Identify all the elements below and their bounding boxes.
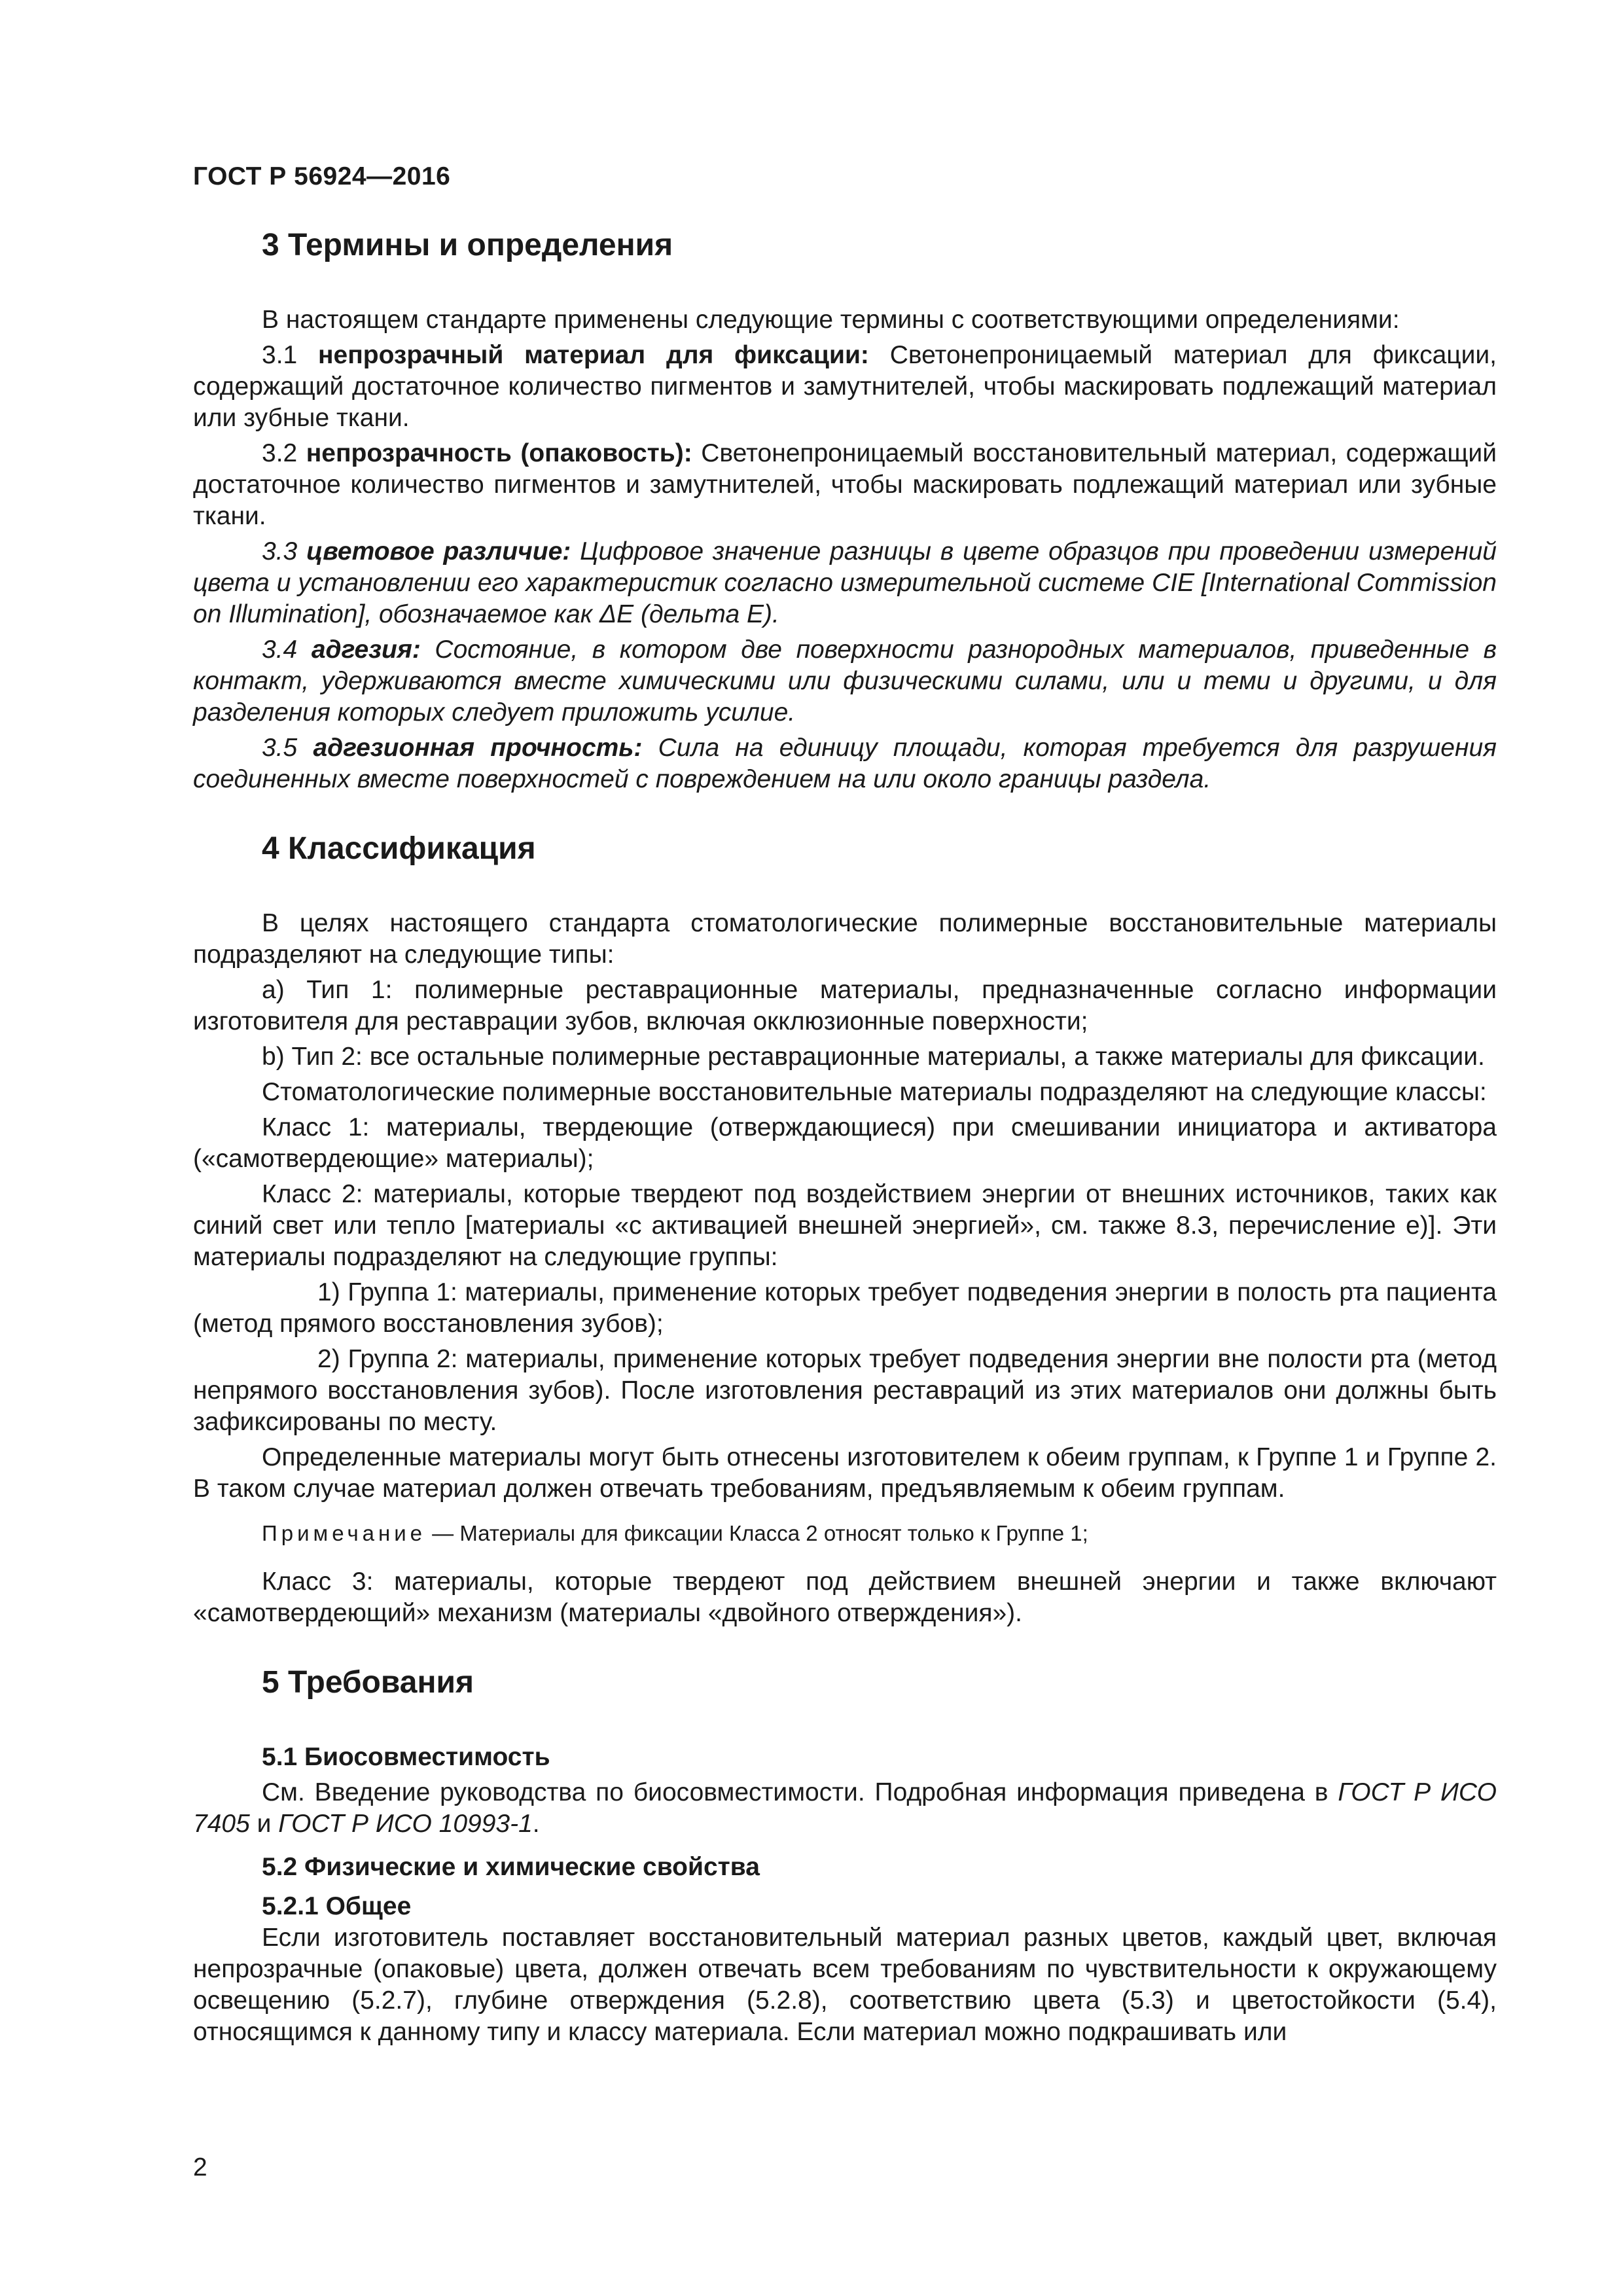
period: . (532, 1810, 540, 1838)
classes-intro: Стоматологические полимерные восстановительные материалы подразделяют на следующие классы: (262, 1078, 1487, 1106)
general-requirements-text: Если изготовитель поставляет восстановительный материал разных цветов, каждый цвет, включая непрозрачные (опаковые) цвета, должен отвечать всем требованиям по чувствительности к окружающему освещению (5.2.7), глубине отверждения (5.2.8), соответствию цвета (5.3) и цветостойкости (5.4), относящимся к данному типу и классу материала. Если материал можно подкрашивать или (193, 1924, 1497, 2046)
classification-intro: В целях настоящего стандарта стоматологические полимерные восстановительные материалы подразделяют на следующие типы: (193, 909, 1497, 969)
biocompatibility-sentence: См. Введение руководства по биосовместимости. Подробная информация приведена в (262, 1778, 1338, 1806)
type-2-item: b) Тип 2: все остальные полимерные реставрационные материалы, а также материалы для фиксации. (262, 1043, 1485, 1071)
class-2-item: Класс 2: материалы, которые твердеют под воздействием энергии от внешних источников, таких как синий свет или тепло [материалы «с активацией внешней энергией», см. также 8.3, перечисление е)]. Эти материалы подразделяют на следующие группы: (193, 1180, 1497, 1271)
conjunction: и (249, 1810, 279, 1838)
section-3-intro: В настоящем стандарте применены следующие термины с соответствующими определениями: (262, 306, 1400, 334)
term-definition: Светонепроницаемый материал для фиксации, содержащий достаточное количество пигментов и замутнителей, чтобы маскировать подлежащий материал или зубные ткани. (193, 341, 1497, 432)
term-name: адгезия: (311, 636, 421, 664)
term-definition: Состояние, в котором две поверхности разнородных материалов, приведенные в контакт, удерживаются вместе химическими или физическими силами, или и теми и другими, и для разделения которых следует приложить усилие. (193, 636, 1497, 726)
term-number: 3.1 (262, 341, 318, 369)
term-name: непрозрачность (опаковость): (306, 439, 692, 467)
note-label: Примечание (262, 1521, 427, 1545)
note-text: — Материалы для фиксации Класса 2 относят только к Группе 1; (426, 1521, 1088, 1545)
section-3-title: 3 Термины и определения (262, 228, 673, 262)
term-definition: Цифровое значение разницы в цвете образцов при проведении измерений цвета и установлении его характеристик согласно измерительной системе CIE [International Commission on Illumination], обозначаемое как ΔE (дельта E). (193, 537, 1497, 628)
term-number: 3.2 (262, 439, 306, 467)
term-name: непрозрачный материал для фиксации: (318, 341, 869, 369)
subsection-5-1-title: 5.1 Биосовместимость (262, 1743, 550, 1771)
term-3-5 (193, 732, 1497, 795)
term-3-2 (193, 438, 1497, 532)
term-name: адгезионная прочность: (313, 734, 643, 762)
section-4-title: 4 Классификация (262, 831, 536, 866)
class-3-item: Класс 3: материалы, которые твердеют под действием внешней энергии и также включают «самотвердеющий» механизм (материалы «двойного отверждения»). (193, 1568, 1497, 1627)
term-3-1 (193, 340, 1497, 434)
group-2-item: 2) Группа 2: материалы, применение которых требует подведения энергии вне полости рта (метод непрямого восстановления зубов). После изготовления реставраций из этих материалов они должны быть зафиксированы по месту. (193, 1345, 1497, 1436)
document-body (193, 226, 1497, 2048)
standard-reference: ГОСТ Р ИСО 10993-1 (278, 1810, 533, 1838)
section-5-title: 5 Требования (262, 1665, 474, 1700)
biocompatibility-text (193, 1777, 1497, 1840)
group-1-item: 1) Группа 1: материалы, применение которых требует подведения энергии в полость рта пациента (метод прямого восстановления зубов); (193, 1278, 1497, 1338)
type-1-item: a) Тип 1: полимерные реставрационные материалы, предназначенные согласно информации изготовителя для реставрации зубов, включая окклюзионные поверхности; (193, 976, 1497, 1035)
page-number: 2 (193, 2153, 207, 2181)
both-groups-paragraph: Определенные материалы могут быть отнесены изготовителем к обеим группам, к Группе 1 и Группе 2. В таком случае материал должен отвечать требованиям, предъявляемым к обеим группам. (193, 1443, 1497, 1503)
term-number: 3.3 (262, 537, 307, 565)
subsection-5-2-1-title: 5.2.1 Общее (262, 1892, 412, 1920)
term-number: 3.4 (262, 636, 312, 664)
standard-reference: ГОСТ Р ИСО 7405 (193, 1778, 1497, 1838)
term-number: 3.5 (262, 734, 313, 762)
note (193, 1518, 1497, 1549)
class-1-item: Класс 1: материалы, твердеющие (отверждающиеся) при смешивании инициатора и активатора («самотвердеющие» материалы); (193, 1113, 1497, 1173)
document-id-header: ГОСТ Р 56924—2016 (193, 162, 451, 190)
term-3-3 (193, 536, 1497, 630)
term-definition: Светонепроницаемый восстановительный материал, содержащий достаточное количество пигментов и замутнителей, чтобы маскировать подлежащий материал или зубные ткани. (193, 439, 1497, 530)
subsection-5-2-title: 5.2 Физические и химические свойства (262, 1853, 760, 1881)
term-name: цветовое различие: (306, 537, 571, 565)
term-3-4 (193, 634, 1497, 728)
term-definition: Сила на единицу площади, которая требуется для разрушения соединенных вместе поверхностей с повреждением на или около границы раздела. (193, 734, 1497, 793)
